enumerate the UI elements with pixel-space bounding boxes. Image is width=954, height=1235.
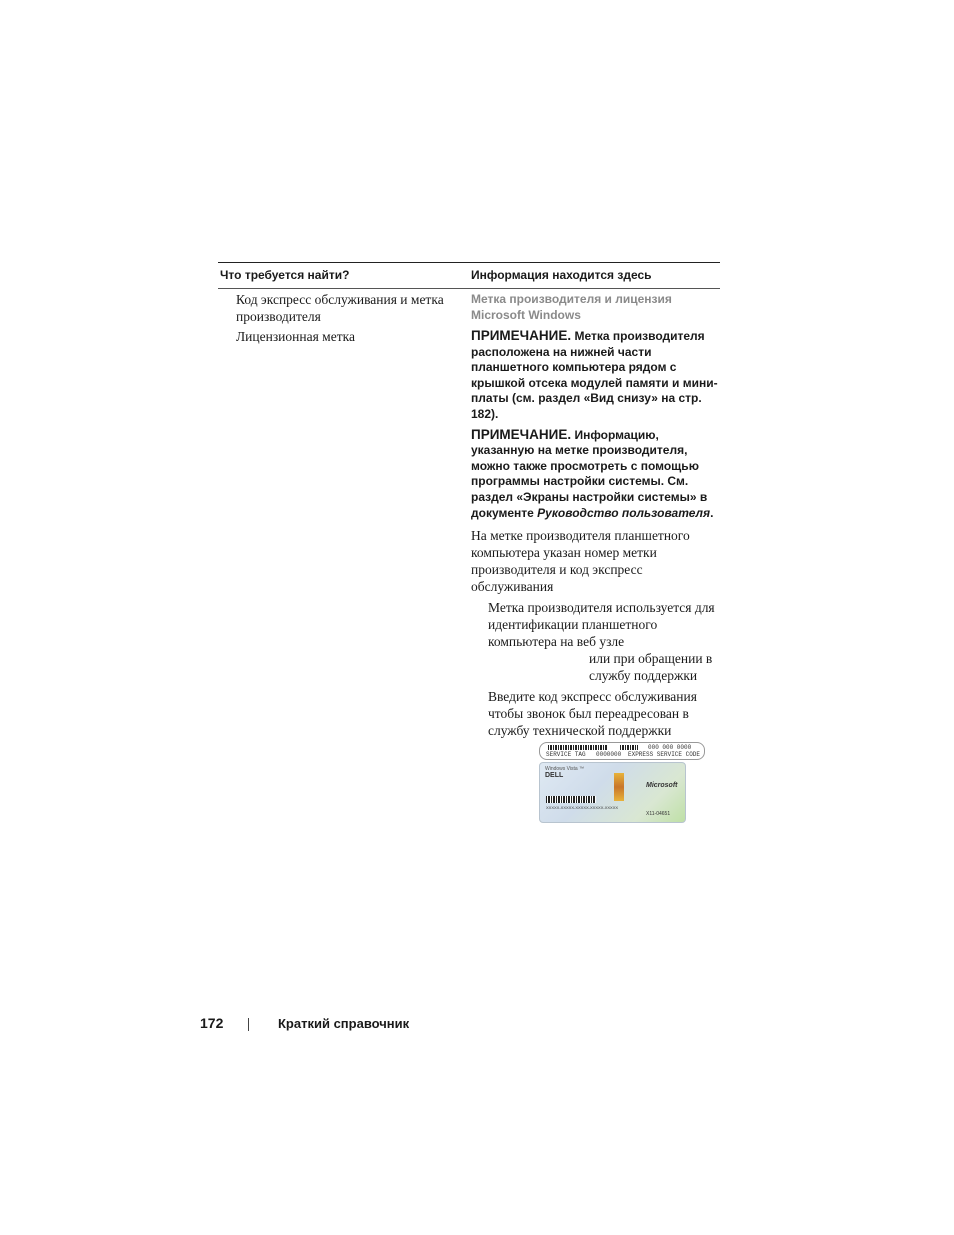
license-label <box>539 762 686 823</box>
note-end: . <box>710 505 714 520</box>
express-code-value: 000 000 0000 <box>648 744 692 751</box>
footer-divider <box>248 1018 249 1031</box>
service-tag-value: 0000000 <box>596 751 622 758</box>
hologram-strip <box>614 773 624 801</box>
note-text: Метка производителя расположена на нижней части планшетного компьютера рядом с крышкой отсека модулей памяти и мини-платы (см. раздел «Вид снизу» на стр. 182). <box>471 329 718 421</box>
windows-text: Windows Vista ™ <box>545 766 585 772</box>
bullet-text-b: или при обращении в службу поддержки <box>589 651 713 684</box>
note-location <box>471 328 719 423</box>
product-key: XXXXX-XXXXX-XXXXX-XXXXX-XXXXX <box>546 805 619 810</box>
left-item-license: Лицензионная метка <box>236 329 355 344</box>
note-text: Информацию, указанную на метке производителя, можно также просмотреть с помощью программы настройки системы. См. раздел «Экраны настройки системы» в документе <box>471 427 708 520</box>
bullet-text-a: Метка производителя используется для идентификации планшетного компьютера на веб узле <box>488 600 715 650</box>
user-guide-title: Руководство пользователя <box>537 505 711 520</box>
microsoft-logo: Microsoft <box>646 782 678 789</box>
left-item-service-code: Код экспресс обслуживания и метка производителя <box>236 292 444 324</box>
bullet-service-tag <box>488 599 719 684</box>
dell-logo: DELL <box>545 772 564 779</box>
express-code-caption: EXPRESS SERVICE CODE <box>628 751 701 758</box>
footer-title: Краткий справочник <box>278 1016 410 1031</box>
service-tag-paragraph: На метке производителя планшетного компьютера указан номер метки производителя и код экспресс обслуживания <box>471 528 690 595</box>
note-system-setup <box>471 427 719 522</box>
footer-page-number: 172 <box>200 1015 224 1031</box>
note-label: ПРИМЕЧАНИЕ. <box>471 426 572 442</box>
table-header-right: Информация находится здесь <box>471 268 652 282</box>
barcode-icon <box>546 796 596 803</box>
note-label: ПРИМЕЧАНИЕ. <box>471 328 572 343</box>
right-column <box>471 291 719 743</box>
barcode-icon <box>620 745 638 750</box>
service-tag-caption: SERVICE TAG <box>546 751 586 758</box>
table-header-left: Что требуется найти? <box>220 268 350 282</box>
coa-code: X11-04651 <box>646 811 671 817</box>
left-column <box>236 291 456 348</box>
bullet-express-code: Введите код экспресс обслуживания чтобы звонок был переадресован в службу технической поддержки <box>488 689 697 739</box>
table-top-rule <box>218 262 720 263</box>
table-header-rule <box>218 288 720 289</box>
service-tag-label-image <box>537 742 707 824</box>
section-title: Метка производителя и лицензия Microsoft Windows <box>471 292 672 322</box>
service-tag-strip <box>539 742 705 760</box>
barcode-icon <box>548 745 608 750</box>
